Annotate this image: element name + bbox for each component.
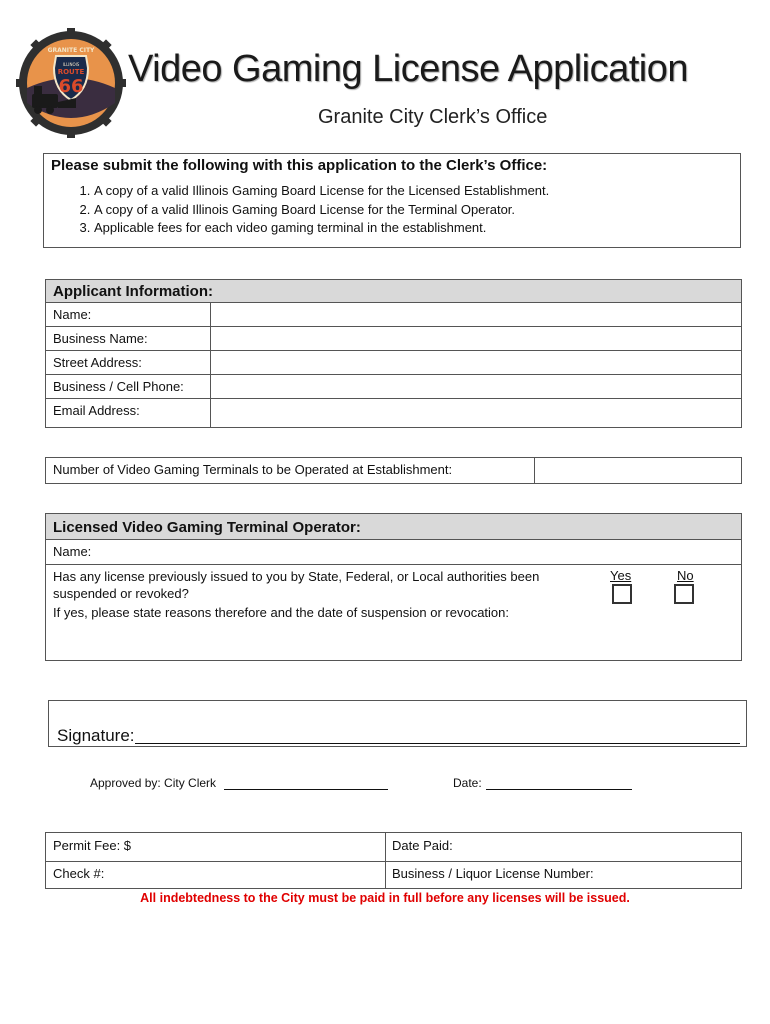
operator-name-row[interactable] [45,540,742,565]
page-subtitle: Granite City Clerk’s Office [318,106,548,128]
approval-date-line[interactable] [486,789,632,790]
business-name-field[interactable] [211,327,741,350]
signature-label: Signature: [57,726,135,745]
suspension-reason-label: If yes, please state reasons therefore and the date of suspension or revocation: [53,605,510,620]
field-label: Business / Cell Phone: [53,379,184,394]
signature-box[interactable] [48,700,747,747]
logo-text-top: GRANITE CITY [47,47,95,54]
applicant-name-field[interactable] [211,303,741,326]
approval-date-label: Date: [453,776,482,790]
instructions-list [64,182,549,238]
phone-row [45,375,742,399]
terminals-count-field[interactable] [535,458,741,483]
instruction-item: 1. A copy of a valid Illinois Gaming Board License for the Licensed Establishment. [94,182,549,201]
operator-question-row [45,565,742,661]
field-label: Email Address: [53,403,140,418]
email-row [45,399,742,428]
no-checkbox[interactable] [674,584,694,604]
page-title: Video Gaming License Application [128,48,689,90]
permit-fee-label: Permit Fee: $ [53,838,132,853]
indebtedness-notice: All indebtedness to the City must be paid in full before any licenses will be issued. [140,891,630,905]
business-name-row [45,327,742,351]
street-address-field[interactable] [211,351,741,374]
instructions-box [43,153,741,248]
applicant-section-heading: Applicant Information: [45,279,742,303]
field-label: Name: [53,307,92,322]
instructions-heading: Please submit the following with this application to the Clerk’s Office: [51,157,548,174]
check-number-label: Check #: [53,866,105,881]
street-address-row [45,351,742,375]
license-number-label: Business / Liquor License Number: [392,866,594,881]
no-label: No [677,568,694,583]
logo-text-sub: ILLINOIS [62,62,80,67]
signature-line [135,743,740,744]
phone-field[interactable] [211,375,741,398]
instruction-item: 3. Applicable fees for each video gaming terminal in the establishment. [94,219,549,238]
terminals-count-row [45,457,742,484]
fee-table [45,832,742,889]
field-label: Street Address: [53,355,142,370]
field-label: Business Name: [53,331,148,346]
operator-section-heading: Licensed Video Gaming Terminal Operator: [45,513,742,540]
approved-by-line[interactable] [224,789,388,790]
terminals-label: Number of Video Gaming Terminals to be Operated at Establishment: [53,462,453,477]
granite-city-route-66-logo [16,28,126,138]
date-paid-label: Date Paid: [392,838,453,853]
suspension-question: Has any license previously issued to you by State, Federal, or Local authorities been suspended or revoked? [53,569,540,601]
yes-label: Yes [610,568,632,583]
approved-by-label: Approved by: City Clerk [90,776,217,790]
email-field[interactable] [211,399,741,427]
instruction-item: 2. A copy of a valid Illinois Gaming Board License for the Terminal Operator. [94,201,549,220]
logo-route-number: 66 [58,76,84,97]
logo-route-text: ROUTE [57,68,85,76]
yes-checkbox[interactable] [612,584,632,604]
applicant-name-row [45,303,742,327]
operator-name-label: Name: [53,544,92,559]
